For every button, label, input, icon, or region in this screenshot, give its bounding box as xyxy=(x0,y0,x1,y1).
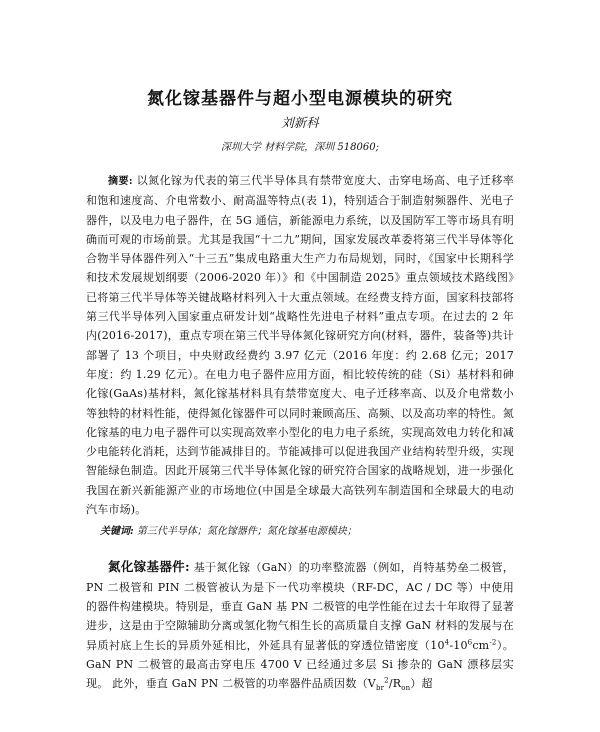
author-name: 刘新科 xyxy=(281,115,319,130)
section-text-4: ）。GaN PN 二极管的最高击穿电压 4700 V 已经通过多层 Si 掺杂的 GaN 漂移层实现。 此外，垂直 GaN PN 二极管的功率器件品质因数（V xyxy=(86,638,514,691)
sup-4: 2 xyxy=(384,676,389,685)
section-text-1: 基于氮化镓（GaN）的功率整流器（例如，肖特基势垒二极管，PN 二极管和 PIN 二极管被认为是下一代功率模块（RF-DC，AC / DC 等）中使用的器件构建模块。特别是，垂直 GaN 基 PN 二极管的电学性能在过去十年取得了显著进步，这是由于空隙辅助分离或氢化物气相生长的高质量自支撑 GaN 材料的发展与在异质衬底上生长的异质外延相比，外延具有显著低的穿透位错密度（10 xyxy=(86,561,515,652)
affiliation: 深圳大学 材料学院，深圳 518060; xyxy=(221,142,379,153)
abstract-text: 以氮化镓为代表的第三代半导体具有禁带宽度大、击穿电场高、电子迁移率和饱和速度高、介电常数小、耐高温等特点(表 1)，特别适合于制造射频器件、光电子器件，以及电力电子器件，在 5G 通信，新能源电力系统，以及国防军工等市场具有明确而可观的市场前景。尤其是我国“十二九”期间，国家发展改革委将第三代半导体等化合物半导体器件列入“十三五”集成电路重大生产力布局规划，同时，《国家中长期科学和技术发展规划纲要（2006-2020 年）》和《中国制造 2025》重点领域技术路线图》已将第三代半导体等关键战略材料列入十大重点领域。在经费支持方面，国家科技部将第三代半导体列入国家重点研发计划“战略性先进电子材料”重点专项。在过去的 2 年内(2016-2017)，重点专项在第三代半导体氮化镓研究方向(材料，器件，装备等)共计部署了 13 个项目，中央财政经费约 3.97 亿元（2016 年度：约 2.68 亿元；2017 年度：约 1.29 亿元）。在电力电子器件应用方面，相比较传统的硅（Si）基材料和砷化镓(GaAs)基材料，氮化镓基材料具有禁带宽度大、电子迁移率高、以及介电常数小等独特的材料性能，使得氮化镓器件可以同时兼顾高压、高频、以及高功率的特性。氮化镓基的电力电子器件可以实现高效率小型化的电力电子系统，实现高效电力转化和减少电能转化消耗，达到节能减排目的。节能减排可以促进我国产业结构转型升级，实现智能绿色制造。因此开展第三代半导体氮化镓的研究符合国家的战略规划，进一步强化我国在新兴新能源产业的市场地位(中国是全球最大高铁列车制造国和全球最大的电动汽车市场)。 xyxy=(86,174,514,517)
paper-title: 氮化镓基器件与超小型电源模块的研究 xyxy=(147,89,453,109)
sub-2: on xyxy=(401,684,411,693)
keywords-label: 关键词: xyxy=(100,526,134,538)
abstract-paragraph xyxy=(86,171,514,519)
sup-3: -2 xyxy=(489,637,497,646)
section-heading: 氮化镓基器件: xyxy=(108,559,190,575)
sup-1: 4 xyxy=(444,637,450,646)
keywords-line xyxy=(86,523,514,541)
section-text-3: cm xyxy=(472,638,490,652)
section-text-2: -10 xyxy=(449,638,468,652)
abstract-label: 摘要: xyxy=(108,176,133,187)
section-text-5: /R xyxy=(388,677,402,691)
section-text-6: ）超 xyxy=(410,677,433,691)
keywords-text: 第三代半导体；氮化镓器件；氮化镓基电源模块； xyxy=(136,526,357,538)
sub-1: br xyxy=(375,684,385,693)
sup-2: 6 xyxy=(467,637,473,646)
section-paragraph xyxy=(86,557,514,693)
